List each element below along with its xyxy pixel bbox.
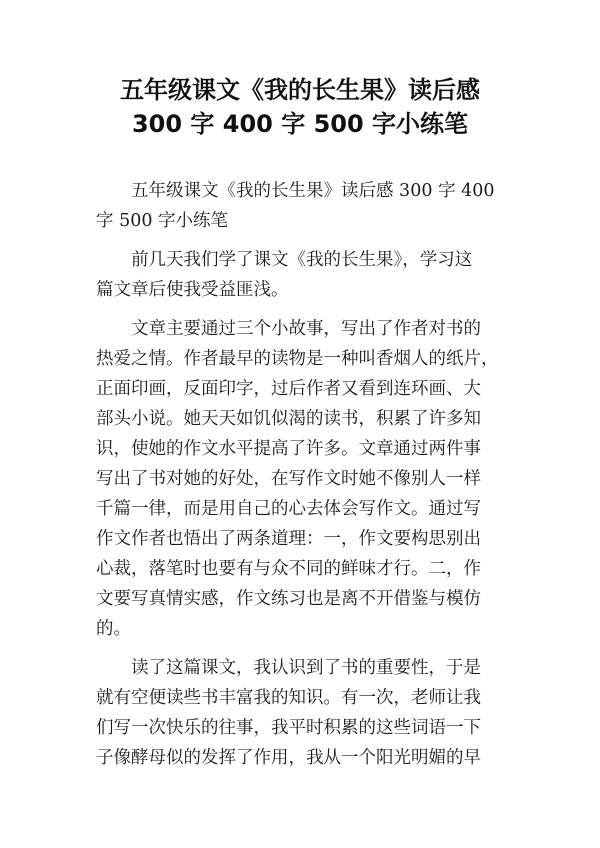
paragraph — [96, 176, 512, 236]
paragraph-line: 的。 — [96, 619, 131, 639]
paragraph-line: 篇文章后使我受益匪浅。 — [96, 280, 289, 300]
paragraph-line: 写出了书对她的好处，在写作文时她不像别人一样 — [96, 469, 481, 489]
paragraph-gap — [96, 305, 512, 314]
paragraph-line: 字 500 字小练笔 — [96, 211, 229, 231]
document-body — [96, 176, 512, 773]
paragraph-line: 千篇一律，而是用自己的心去体会写作文。通过写 — [96, 499, 481, 519]
paragraph-line: 们写一次快乐的往事，我平时积累的这些词语一下 — [96, 718, 481, 738]
paragraph-line: 前几天我们学了课文《我的长生果》，学习这 — [131, 250, 473, 270]
paragraph-line: 文章主要通过三个小故事，写出了作者对书的 — [131, 319, 481, 339]
paragraph — [96, 245, 512, 305]
paragraph — [96, 314, 512, 644]
paragraph-line: 心裁，落笔时也要有与众不同的鲜味才行。二，作 — [96, 559, 481, 579]
paragraph-line: 正面印画，反面印字，过后作者又看到连环画、大 — [96, 379, 481, 399]
document-title-line-2: 300 字 400 字 500 字小练笔 — [131, 110, 469, 138]
paragraph-line: 文要写真情实感，作文练习也是离不开借鉴与模仿 — [96, 589, 481, 609]
paragraph-line: 热爱之情。作者最早的读物是一种叫香烟人的纸片， — [96, 349, 499, 369]
paragraph-gap — [96, 236, 512, 245]
paragraph-line: 读了这篇课文，我认识到了书的重要性，于是 — [131, 658, 481, 678]
paragraph-gap — [96, 644, 512, 653]
paragraph-line: 作文作者也悟出了两条道理：一，作文要构思别出 — [96, 529, 481, 549]
paragraph-line: 部头小说。她天天如饥似渴的读书，积累了许多知 — [96, 409, 481, 429]
paragraph-line: 就有空便读些书丰富我的知识。有一次，老师让我 — [96, 688, 481, 708]
paragraph-line: 五年级课文《我的长生果》读后感 300 字 400 — [131, 181, 495, 201]
paragraph-line: 子像酵母似的发挥了作用，我从一个阳光明媚的早 — [96, 748, 481, 768]
paragraph — [96, 653, 512, 773]
document-title-line-1: 五年级课文《我的长生果》读后感 — [120, 76, 480, 104]
paragraph-line: 识，使她的作文水平提高了许多。文章通过两件事 — [96, 439, 481, 459]
